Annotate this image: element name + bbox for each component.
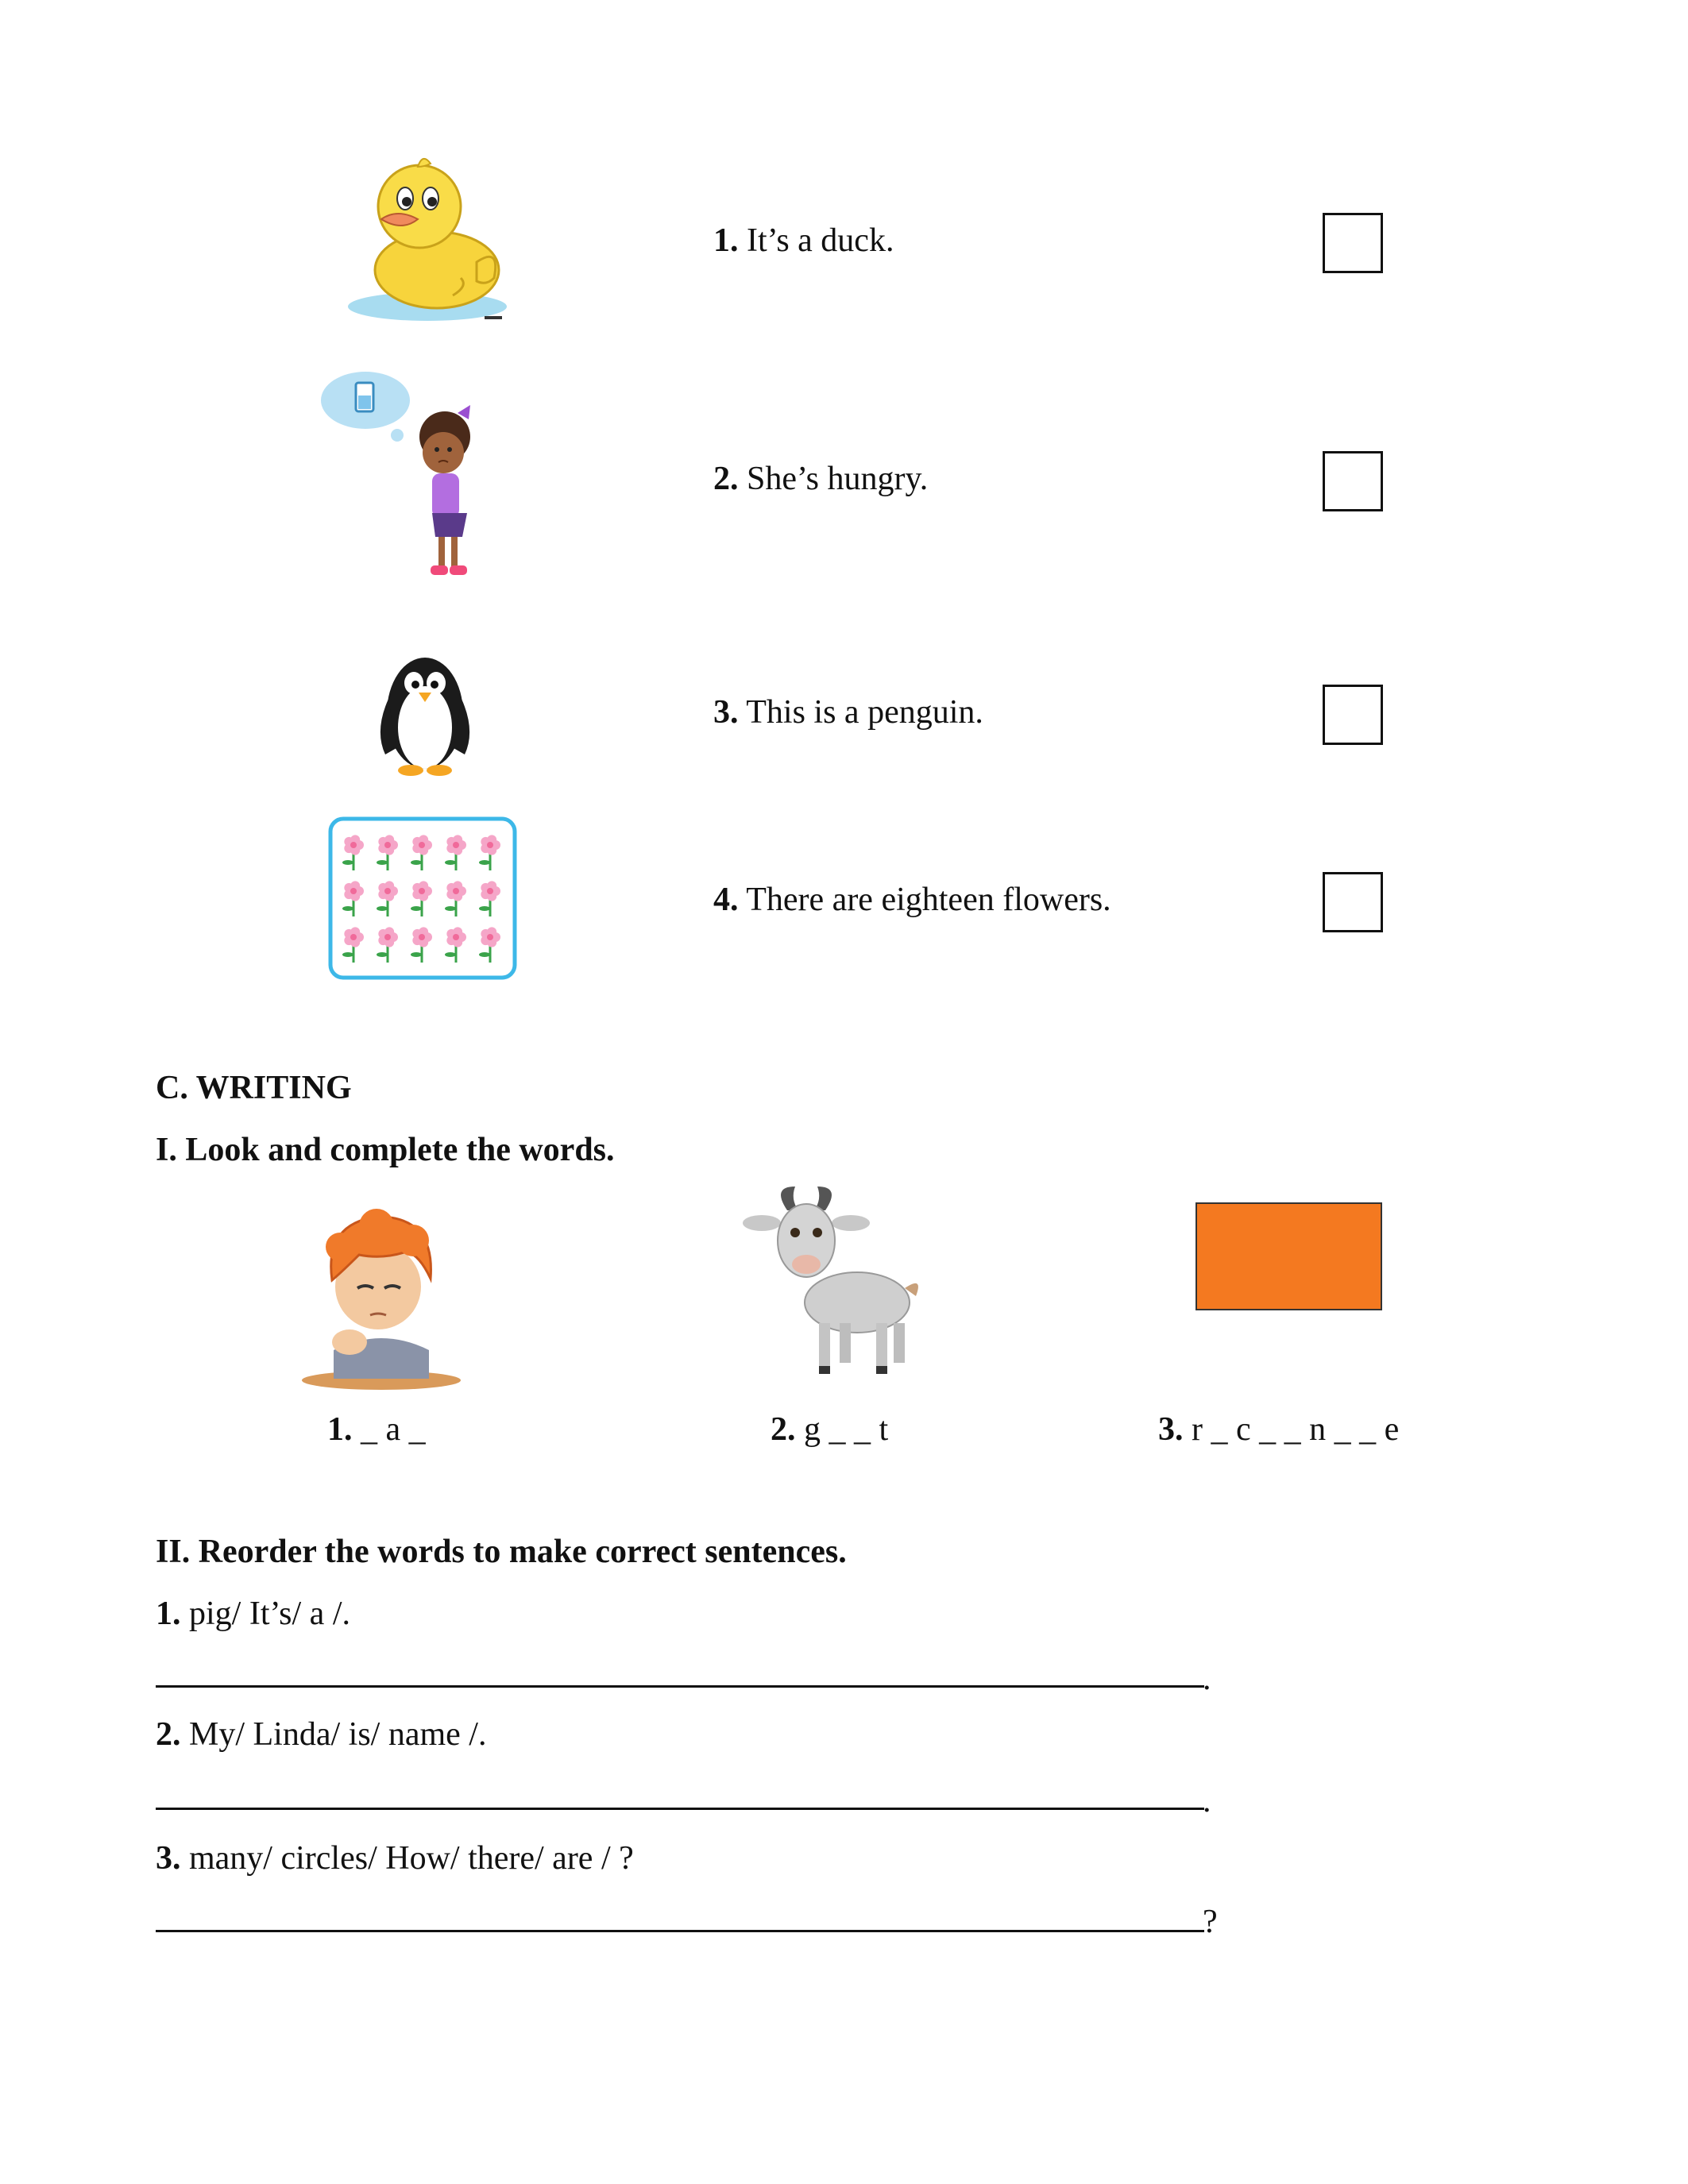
item-3-sentence: This is a penguin.: [746, 694, 983, 731]
item-1-number: 1.: [713, 222, 739, 259]
item-1-text: [713, 224, 894, 257]
part2-item-2-end: .: [1203, 1783, 1211, 1819]
part2-item-1-end: .: [1203, 1661, 1211, 1697]
part2-item-3-end: ?: [1203, 1904, 1218, 1940]
item-1-checkbox[interactable]: [1323, 213, 1383, 273]
item-3-number: 3.: [713, 694, 739, 731]
item-3-text: [713, 696, 983, 729]
part2-item-1-number: 1.: [156, 1596, 181, 1632]
duck-image: [342, 151, 516, 326]
part1-item-1-pattern: _ a _: [361, 1411, 426, 1448]
part2-item-3-words: many/ circles/ How/ there/ are / ?: [189, 1840, 634, 1877]
part1-item-3-number: 3.: [1158, 1411, 1184, 1448]
part2-title: II. Reorder the words to make correct sentences.: [156, 1534, 847, 1570]
part1-item-3-pattern: r _ c _ _ n _ _ e: [1192, 1411, 1400, 1448]
part2-item-2-words: My/ Linda/ is/ name /.: [189, 1716, 487, 1753]
part2-item-1: [156, 1595, 350, 1633]
part1-title: I. Look and complete the words.: [156, 1132, 615, 1168]
part1-item-2-pattern: g _ _ t: [804, 1411, 889, 1448]
thirsty-girl-image: [318, 365, 500, 588]
part2-item-3: [156, 1839, 634, 1877]
item-2-text: [713, 462, 928, 496]
part2-item-2-answer-line[interactable]: [156, 1808, 1204, 1810]
item-4-number: 4.: [713, 882, 739, 918]
part1-item-1: [327, 1410, 426, 1449]
part2-item-1-answer-line[interactable]: [156, 1685, 1204, 1688]
item-4-text: [713, 883, 1111, 916]
boy-thinking-image: [302, 1191, 469, 1390]
part2-item-1-words: pig/ It’s/ a /.: [189, 1596, 350, 1632]
part2-item-3-answer-line[interactable]: [156, 1930, 1204, 1932]
item-1-sentence: It’s a duck.: [747, 222, 894, 259]
part2-item-2-number: 2.: [156, 1716, 181, 1753]
item-4-checkbox[interactable]: [1323, 872, 1383, 932]
item-3-checkbox[interactable]: [1323, 685, 1383, 745]
item-4-sentence: There are eighteen flowers.: [746, 882, 1111, 918]
part1-item-1-number: 1.: [327, 1411, 353, 1448]
part2-item-3-number: 3.: [156, 1840, 181, 1877]
part1-item-2: [771, 1410, 888, 1449]
part2-item-2: [156, 1715, 486, 1754]
item-2-checkbox[interactable]: [1323, 451, 1383, 511]
flowers-grid-image: [328, 816, 517, 980]
orange-rectangle-image: [1196, 1202, 1382, 1310]
item-2-number: 2.: [713, 461, 739, 497]
goat-image: [743, 1183, 925, 1382]
item-2-sentence: She’s hungry.: [747, 461, 929, 497]
part1-item-3: [1158, 1410, 1399, 1449]
part1-item-2-number: 2.: [771, 1411, 796, 1448]
penguin-image: [369, 643, 481, 778]
writing-section-title: C. WRITING: [156, 1070, 352, 1106]
